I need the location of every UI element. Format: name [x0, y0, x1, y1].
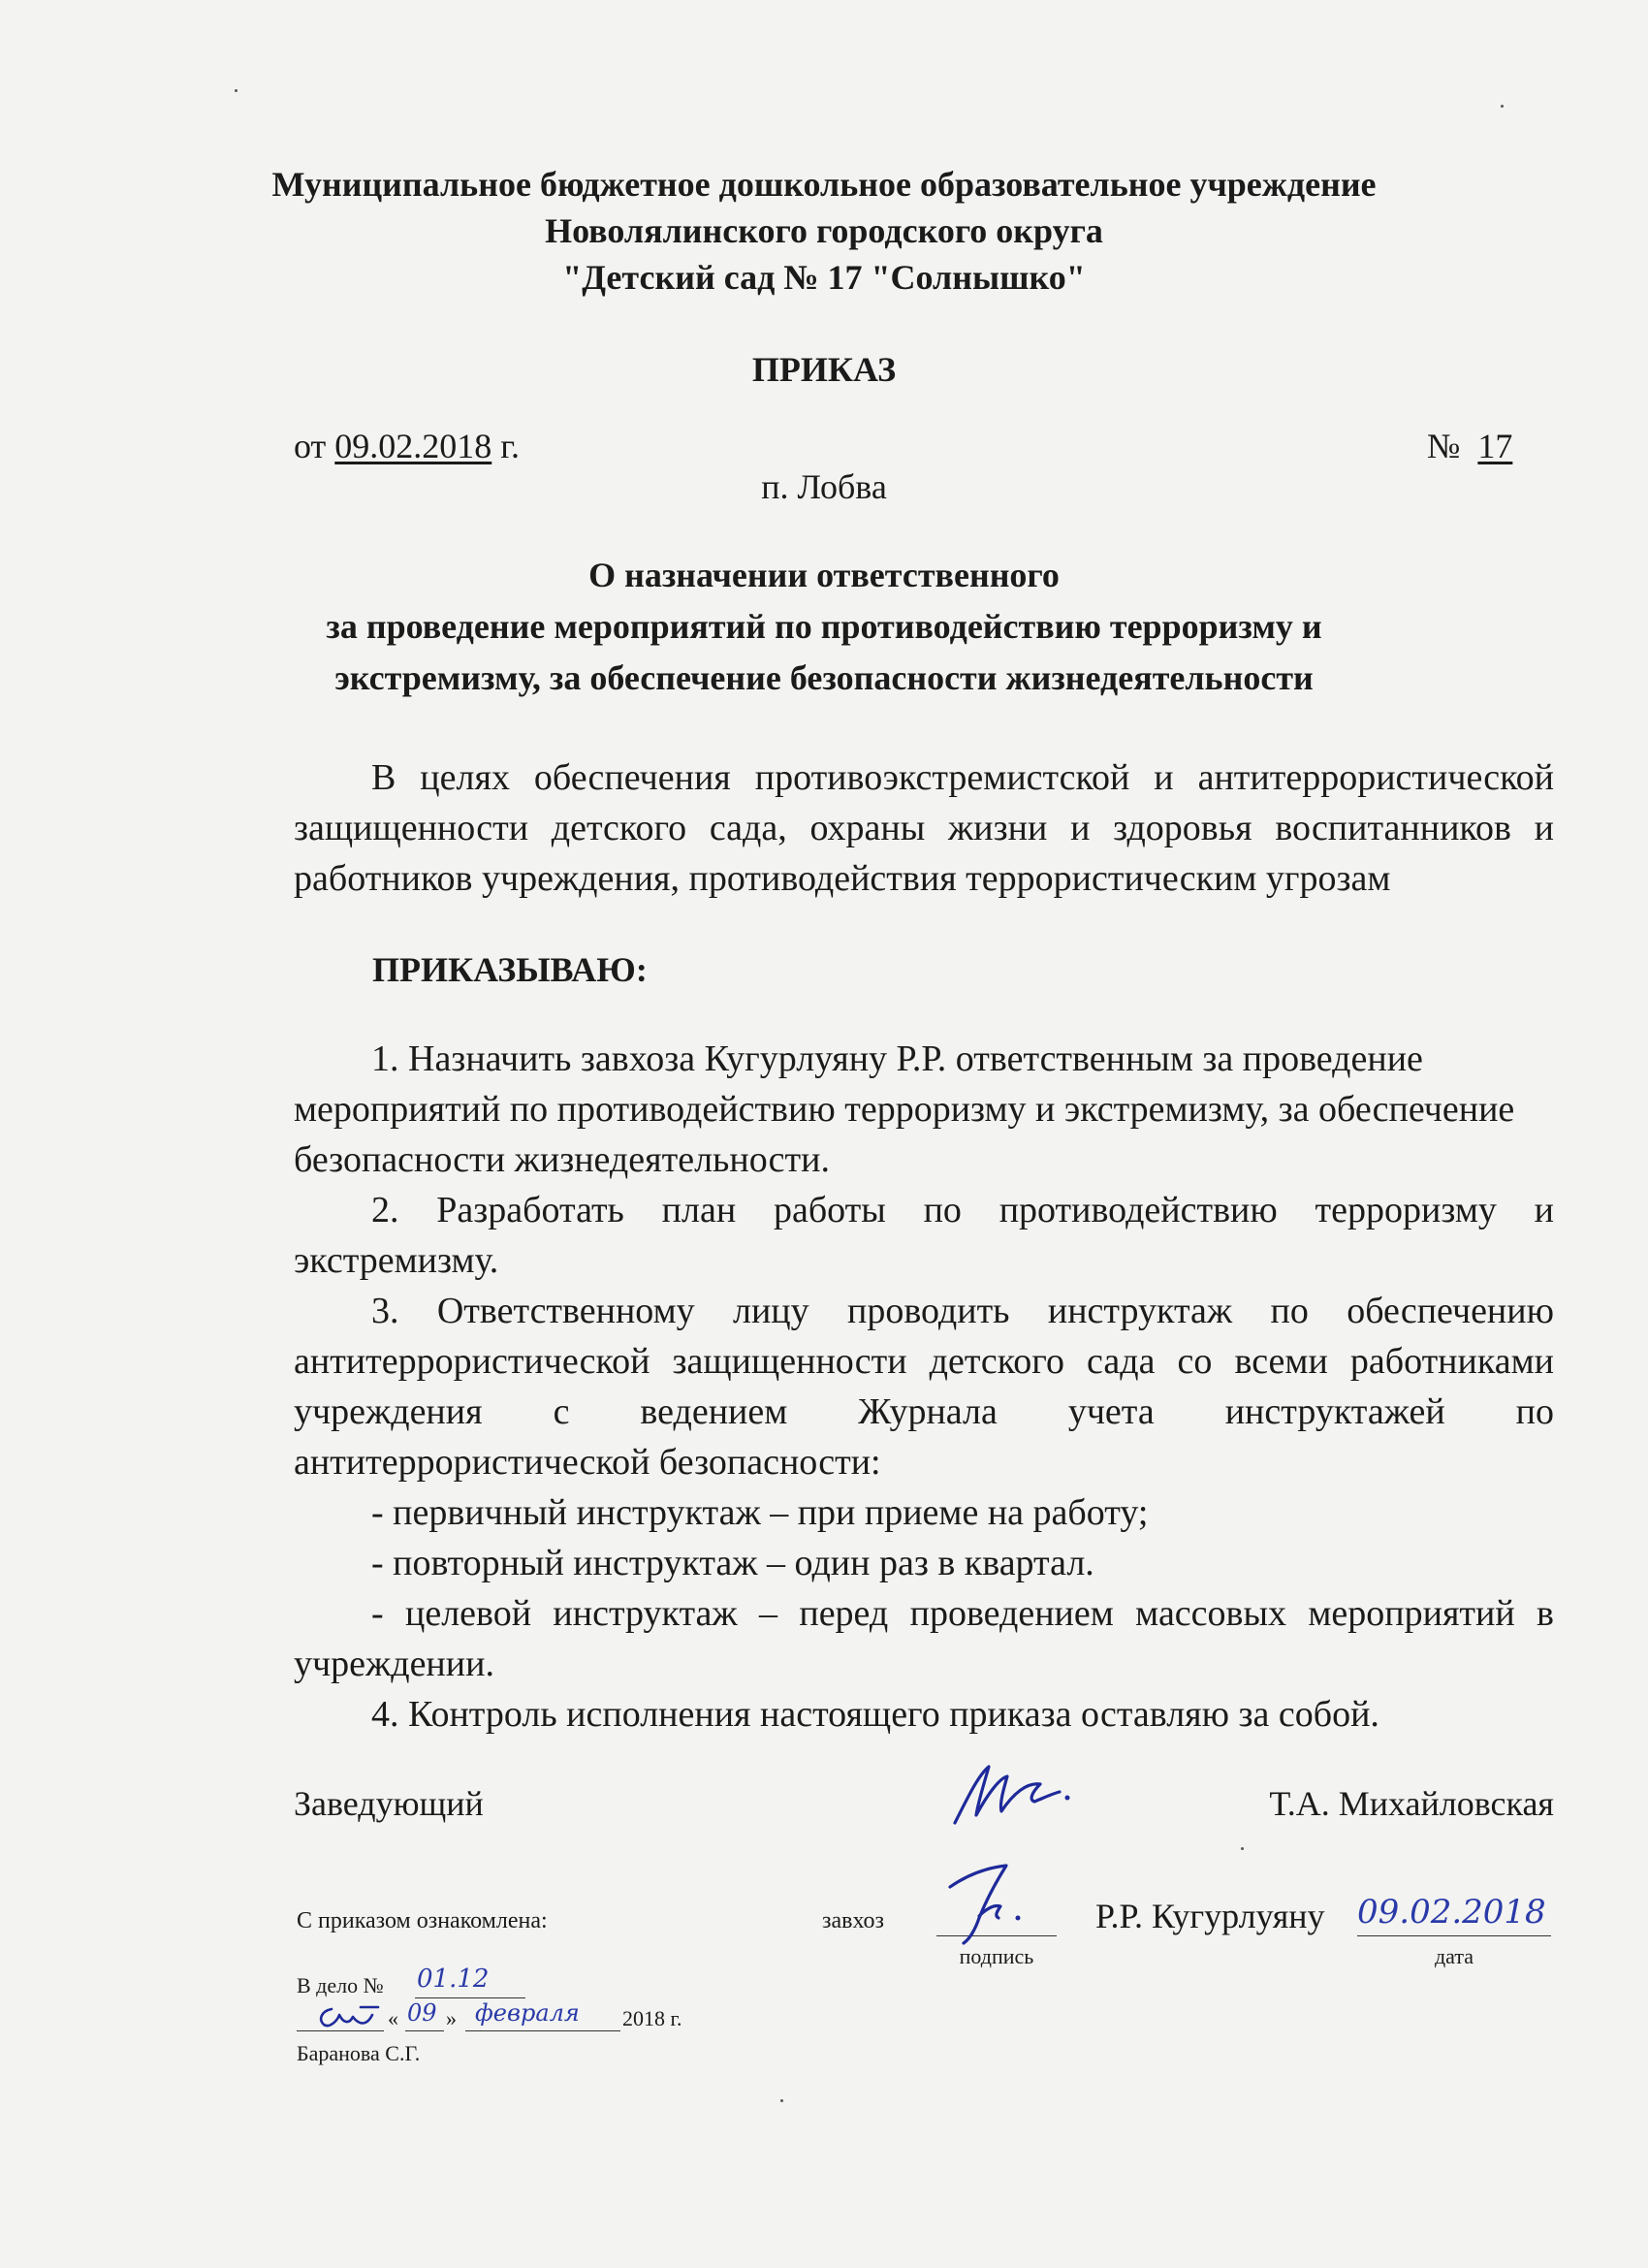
scan-speck [1501, 105, 1504, 108]
scan-speck [780, 2099, 783, 2102]
item-2-line-1: 2. Разработать план работы по противодействию терроризму и [371, 1190, 1554, 1230]
institution-line-1: Муниципальное бюджетное дошкольное образовательное учреждение [271, 165, 1377, 204]
order-items [294, 1034, 1554, 1740]
acquaint-role: завхоз [822, 1908, 885, 1933]
handwritten-date: 09.02.2018 [1357, 1893, 1546, 1932]
archive-case-number: 01.12 [417, 1965, 490, 1994]
subject-line-2: за проведение мероприятий по противодействию терроризму и [326, 607, 1322, 646]
order-number [1427, 423, 1512, 470]
place: п. Лобва [761, 467, 887, 506]
item-1-line-2: мероприятий по противодействию терроризму и экстремизму, за обеспечение [294, 1089, 1515, 1130]
archive-open-quote: « [388, 2006, 398, 2030]
signer-name: Т.А. Михайловская [1269, 1784, 1554, 1823]
subject-line-3: экстремизму, за обеспечение безопасности жизнедеятельности [334, 658, 1314, 697]
subject-line-1: О назначении ответственного [588, 556, 1060, 594]
institution-line-3: "Детский сад № 17 "Солнышко" [562, 258, 1086, 297]
item-3-line-1: 3. Ответственному лицу проводить инструктаж по обеспечению [371, 1291, 1554, 1331]
order-word: ПРИКАЗЫВАЮ: [372, 950, 648, 989]
item-3-line-3: учреждения с ведением Журнала учета инструктажей по [294, 1391, 1554, 1432]
preamble-line-1: В целях обеспечения противоэкстремистской и антитеррористической [371, 757, 1554, 798]
archive-month: февраля [475, 1999, 580, 2027]
number-label: № [1427, 427, 1461, 465]
document-type-title: ПРИКАЗ [751, 350, 897, 389]
archive-signature [310, 1997, 397, 2036]
bullet-3-line-1: - целевой инструктаж – перед проведением массовых мероприятий в [371, 1593, 1554, 1634]
archive-day-line [405, 2030, 444, 2031]
acquaint-signature [931, 1852, 1057, 1949]
institution-line-2: Новолялинского городского округа [545, 211, 1103, 250]
archive-prefix: В дело № [297, 1973, 384, 1997]
preamble [294, 752, 1554, 904]
preamble-line-3: работников учреждения, противодействия террористическим угрозам [294, 858, 1391, 899]
bullet-1: - первичный инструктаж – при приеме на работу; [371, 1492, 1149, 1533]
item-1-line-3: безопасности жизнедеятельности. [294, 1139, 830, 1180]
signer-position: Заведующий [294, 1784, 484, 1823]
bullet-2: - повторный инструктаж – один раз в квартал. [371, 1543, 1094, 1583]
archive-month-line [465, 2030, 620, 2031]
date-suffix: г. [500, 427, 520, 465]
number-value: 17 [1477, 427, 1513, 465]
archive-day: 09 [407, 1999, 437, 2027]
director-signature [945, 1755, 1076, 1833]
date-value: 09.02.2018 [334, 427, 492, 465]
scan-speck [235, 89, 238, 92]
item-3-line-2: антитеррористической защищенности детского сада со всеми работниками [294, 1341, 1554, 1382]
date-prefix: от [294, 427, 327, 465]
item-3-line-4: антитеррористической безопасности: [294, 1442, 881, 1483]
archive-case-line [415, 1997, 525, 1998]
archive-close-quote: » [446, 2006, 457, 2030]
preamble-line-2: защищенности детского сада, охраны жизни и здоровья воспитанников и [294, 808, 1554, 848]
acquaint-label: С приказом ознакомлена: [297, 1908, 548, 1933]
archive-year: 2018 г. [622, 2006, 682, 2030]
date-caption: дата [1434, 1944, 1474, 1968]
item-2-line-2: экстремизму. [294, 1240, 499, 1281]
item-1-line-1: 1. Назначить завхоза Кугурлуяну Р.Р. ответственным за проведение [371, 1038, 1423, 1079]
acquaint-name: Р.Р. Кугурлуяну [1095, 1897, 1325, 1935]
signature-caption: подпись [959, 1944, 1034, 1968]
bullet-3-line-2: учреждении. [294, 1644, 494, 1684]
scan-speck [1241, 1847, 1244, 1850]
archive-signer: Баранова С.Г. [297, 2041, 421, 2065]
date-line [1357, 1935, 1551, 1936]
item-4: 4. Контроль исполнения настоящего приказа оставляю за собой. [371, 1694, 1379, 1735]
